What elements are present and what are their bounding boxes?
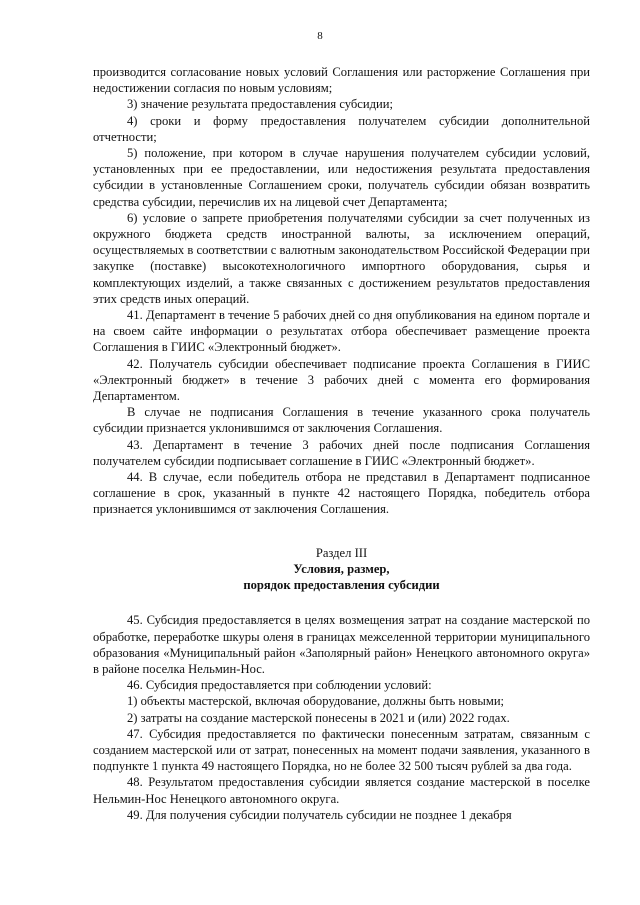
- paragraph: 1) объекты мастерской, включая оборудование, должны быть новыми;: [127, 694, 505, 709]
- paragraph: 2) затраты на создание мастерской понесены в 2021 и (или) 2022 годах.: [127, 710, 510, 725]
- page-number: 8: [317, 30, 323, 42]
- paragraph: 42. Получатель субсидии обеспечивает подписание проекта Соглашения в ГИИС «Электронный бюджет» в течение 3 рабочих дней с момента его формирования Департаментом.: [93, 356, 590, 404]
- document-body: [93, 64, 590, 823]
- paragraph: производится согласование новых условий Соглашения или расторжение Соглашения при недостижении согласия по новым условиям;: [93, 65, 590, 96]
- paragraphs-before-section: [93, 64, 590, 518]
- paragraph: 43. Департамент в течение 3 рабочих дней после подписания Соглашения получателем субсидии подписывает соглашение в ГИИС «Электронный бюджет».: [93, 437, 590, 468]
- paragraph: 47. Субсидия предоставляется по фактически понесенным затратам, связанным с созданием мастерской или от затрат, понесенных на момент подачи заявления, указанного в подпункте 1 пункта 49 настоящего Порядка, но не более 32 500 тысяч рублей за два года.: [93, 726, 590, 774]
- paragraph: 5) положение, при котором в случае нарушения получателем субсидии условий, установленных при ее предоставлении, или недостижения результата предоставления субсидии в установленные Соглашением сроки, получатель субсидии обязан возвратить средства субсидии, перечислив их на лицевой счет Департамента;: [93, 146, 590, 209]
- paragraph: 48. Результатом предоставления субсидии является создание мастерской в поселке Нельмин-Нос Ненецкого автономного округа.: [93, 775, 590, 806]
- paragraph: В случае не подписания Соглашения в течение указанного срока получатель субсидии признается уклонившимся от заключения Соглашения.: [93, 405, 590, 436]
- paragraph: 45. Субсидия предоставляется в целях возмещения затрат на создание мастерской по обработке, переработке шкуры оленя в границах межселенной территории муниципального образования «Муниципальный район «Заполярный район» Ненецкого автономного округа» в районе поселка Нельмин-Нос.: [93, 613, 590, 676]
- paragraphs-after-section: [93, 612, 590, 823]
- section-title-line-1: Условия, размер,: [293, 561, 390, 576]
- paragraph: 46. Субсидия предоставляется при соблюдении условий:: [127, 678, 432, 693]
- paragraph: 3) значение результата предоставления субсидии;: [127, 97, 394, 112]
- section-title-line-2: порядок предоставления субсидии: [243, 578, 440, 593]
- paragraph: 49. Для получения субсидии получатель субсидии не позднее 1 декабря: [127, 807, 512, 822]
- section-label: Раздел III: [315, 545, 368, 560]
- paragraph: 6) условие о запрете приобретения получателями субсидии за счет полученных из окружного бюджета средств иностранной валюты, за исключением операций, осуществляемых в соответствии с валютным законодательством Российской Федерации при закупке (поставке) высокотехнологичного импортного оборудования, сырья и комплектующих изделий, а также связанных с достижением результатов предоставления этих средств иных операций.: [93, 210, 590, 306]
- paragraph: 4) сроки и форму предоставления получателем субсидии дополнительной отчетности;: [93, 113, 590, 144]
- paragraph: 44. В случае, если победитель отбора не представил в Департамент подписанное соглашение в срок, указанный в пункте 42 настоящего Порядка, победитель отбора признается уклонившимся от заключения Соглашения.: [93, 470, 590, 517]
- paragraph: 41. Департамент в течение 5 рабочих дней со дня опубликования на едином портале и на своем сайте информации о результатах отбора обеспечивает размещение проекта Соглашения в ГИИС «Электронный бюджет».: [93, 308, 590, 355]
